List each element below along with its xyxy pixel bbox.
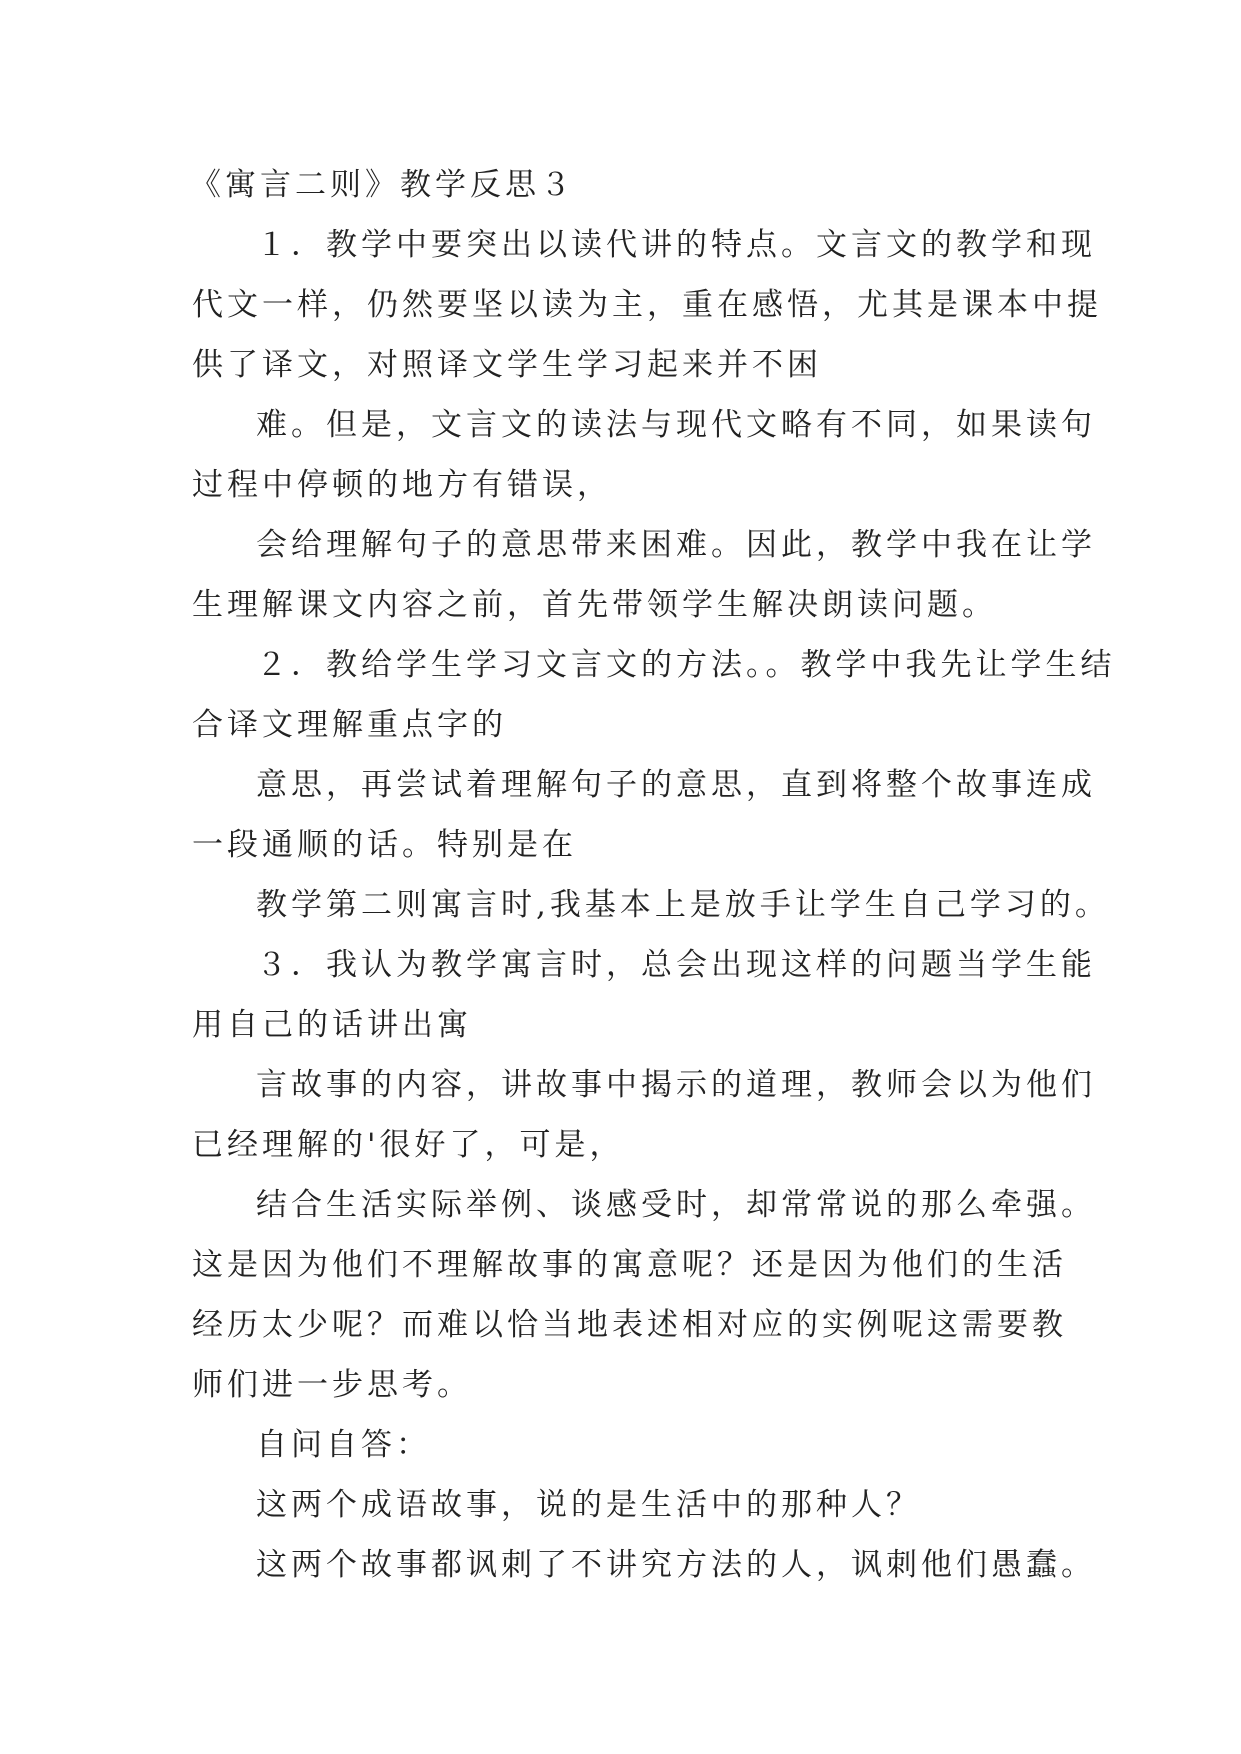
text-line: １．教学中要突出以读代讲的特点。文言文的教学和现 <box>256 227 1096 263</box>
text-line: 供了译文，对照译文学生学习起来并不困 <box>192 347 822 383</box>
text-line: 师们进一步思考。 <box>192 1367 472 1403</box>
text-line: 自问自答： <box>256 1427 431 1463</box>
text-line: ３．我认为教学寓言时，总会出现这样的问题当学生能 <box>256 947 1096 983</box>
text-line: 过程中停顿的地方有错误， <box>192 467 612 503</box>
text-line: 这是因为他们不理解故事的寓意呢？还是因为他们的生活 <box>192 1247 1067 1283</box>
text-line: 意思，再尝试着理解句子的意思，直到将整个故事连成 <box>256 767 1096 803</box>
text-line: 这两个故事都讽刺了不讲究方法的人，讽刺他们愚蠢。 <box>256 1547 1096 1583</box>
text-line: 教学第二则寓言时,我基本上是放手让学生自己学习的。 <box>256 887 1110 923</box>
text-line: 难。但是，文言文的读法与现代文略有不同，如果读句 <box>256 407 1096 443</box>
text-line: ２．教给学生学习文言文的方法。。教学中我先让学生结 <box>256 647 1116 683</box>
text-line: 代文一样，仍然要坚以读为主，重在感悟，尤其是课本中提 <box>192 287 1102 323</box>
text-line: 用自己的话讲出寓 <box>192 1007 472 1043</box>
document-title: 《寓言二则》教学反思３ <box>190 167 575 203</box>
text-line: 已经理解的'很好了，可是， <box>192 1127 625 1163</box>
text-line: 这两个成语故事，说的是生活中的那种人？ <box>256 1487 921 1523</box>
text-line: 合译文理解重点字的 <box>192 707 507 743</box>
text-line: 言故事的内容，讲故事中揭示的道理，教师会以为他们 <box>256 1067 1096 1103</box>
text-line: 生理解课文内容之前，首先带领学生解决朗读问题。 <box>192 587 997 623</box>
text-line: 结合生活实际举例、谈感受时，却常常说的那么牵强。 <box>256 1187 1096 1223</box>
text-line: 经历太少呢？而难以恰当地表述相对应的实例呢这需要教 <box>192 1307 1067 1343</box>
text-line: 一段通顺的话。特别是在 <box>192 827 577 863</box>
text-line: 会给理解句子的意思带来困难。因此，教学中我在让学 <box>256 527 1096 563</box>
